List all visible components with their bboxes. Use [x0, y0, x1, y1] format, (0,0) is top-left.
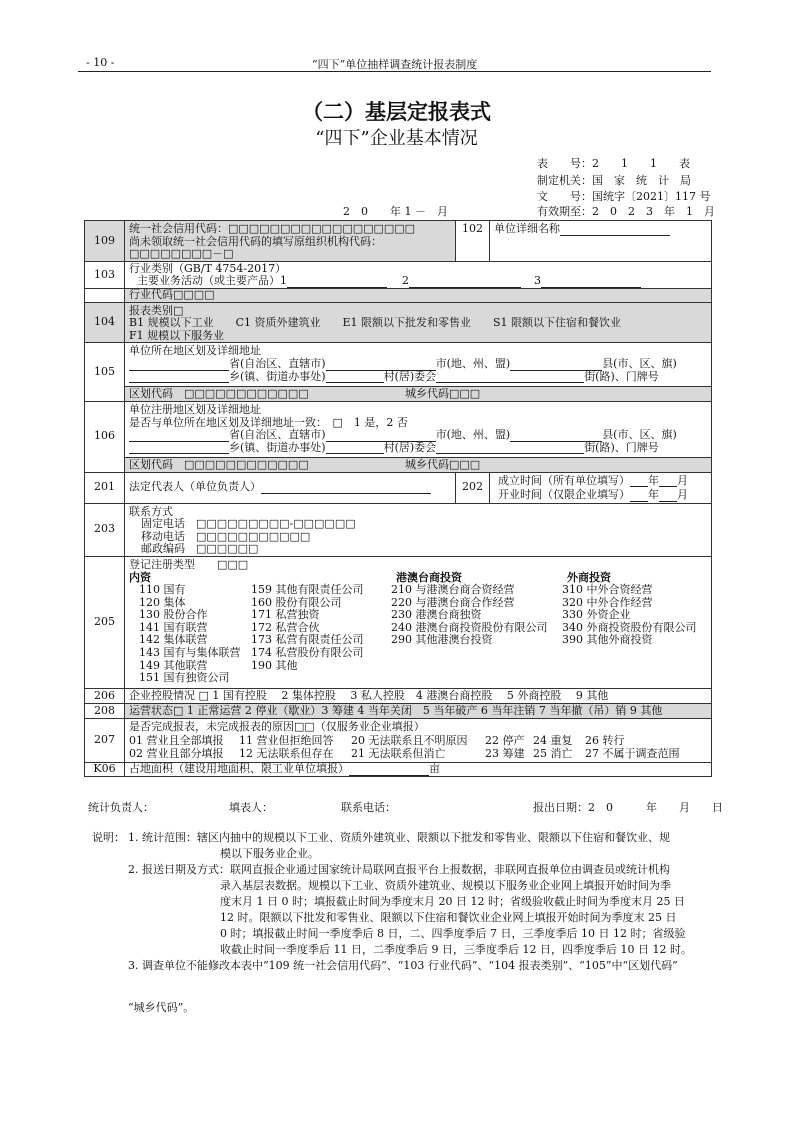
valid-until: 有效期至：2 0 2 3 年 1 月	[537, 205, 715, 218]
domestic-list-2: 159 其他有限责任公司 160 股份有限公司 171 私营独资 172 私营合伙 173 私营有限责任公司 174 私营股份有限公司 190 其他	[251, 583, 364, 672]
table-number: 表 号：2 1 1 表	[537, 157, 690, 170]
registration-type-label: 登记注册类型 □□□	[129, 557, 249, 571]
report-category-label: 报表类别□	[129, 303, 184, 317]
domestic-heading: 内资	[129, 570, 151, 584]
domestic-list-1: 110 国有 120 集体 130 股份合作 141 国有联营 142 集体联营 143 国有与集体联营 149 其他联营 151 国有独资公司	[139, 583, 241, 685]
land-area-cell[interactable]	[125, 762, 712, 776]
document-number: 文 号：国统字〔2021〕117 号	[537, 190, 711, 203]
org-code-label: 尚未领取统一社会信用代码的填写原组织机构代码：	[129, 234, 382, 248]
row-code-202: 202	[456, 472, 490, 503]
completion-status-cell[interactable]: 是否完成报表，未完成报表的原因□□（仅服务业企业填报） 01 营业且全部填报 11 营业但拒绝回答 20 无法联系且不明原因 22 停产 24 重复 26 转行 02 营业且部分填报 12 无法联系但存在 21 无法联系但消亡 23 筹建 25 消亡 27 不属于调查范围	[125, 718, 712, 762]
preparer-label: 填表人：	[229, 801, 273, 814]
form-meta	[537, 156, 711, 206]
issuing-org: 制定机关：国 家 统 计 局	[537, 173, 691, 187]
row-code-205: 205	[85, 556, 125, 688]
address-same-question[interactable]: 是否与单位所在地区划及详细地址一致： □ 1 是，2 否	[129, 415, 408, 429]
registered-address-label: 单位注册地区划及详细地址	[129, 402, 261, 416]
loc-village-label: 村(居)委会	[383, 369, 437, 383]
registered-address-cell	[125, 401, 712, 457]
reg-street-input[interactable]	[436, 442, 584, 454]
dates-cell: 成立时间（所有单位填写） 年 月 开业时间（仅限企业填写） 年 月	[490, 472, 712, 503]
row-code-207: 207	[85, 718, 125, 762]
operating-status-field[interactable]: 运营状态□ 1 正常运营 2 停业（歇业）3 筹建 4 当年关闭 5 当年破产 6 当年注销 7 当年撤（吊）销 9 其他	[125, 703, 712, 718]
row-code-102: 102	[456, 221, 490, 262]
founding-date-label: 成立时间（所有单位填写）	[498, 473, 630, 487]
report-category-options: B1 规模以下工业 C1 资质外建筑业 E1 限额以下批发和零售业 S1 限额以下住宿和餐饮业	[129, 316, 622, 330]
foreign-list: 310 中外合资经营 320 中外合作经营 330 外资企业 340 外商投资股份有限公司 390 其他外商投资	[562, 583, 697, 647]
opening-year-input[interactable]	[630, 490, 648, 502]
main-activity-label-2: 2	[402, 274, 409, 288]
note-2e: 0 时；填报截止时间一季度季后 8 日，二、四季度季后 7 日，三季度季后 10 日 12 时；省级验	[220, 927, 686, 940]
main-activity-input-2[interactable]	[409, 276, 521, 288]
opening-month-input[interactable]	[659, 490, 677, 502]
note-3b: “城乡代码”。	[128, 1001, 195, 1014]
report-date-label: 报出日期：2 0 年 月 日	[533, 801, 723, 814]
land-area-unit: 亩	[429, 762, 440, 776]
unit-name-input[interactable]	[560, 224, 670, 236]
row-code-104: 104	[85, 302, 125, 343]
main-activity-input-3[interactable]	[541, 276, 641, 288]
row-code-105: 105	[85, 343, 125, 402]
reg-street-label: 街(路)、门牌号	[584, 440, 659, 454]
landline-field[interactable]: 固定电话 □□□□□□□□□-□□□□□□	[141, 517, 356, 531]
opening-date-label: 开业时间（仅限企业填写）	[498, 488, 630, 502]
note-2a: 2. 报送日期及方式：联网直报企业通过国家统计局联网直报平台上报数据，非联网直报单位由调查员或统计机构	[128, 863, 670, 876]
reg-codes-cell[interactable]	[125, 457, 712, 472]
mobile-field[interactable]: 移动电话 □□□□□□□□□□□	[141, 529, 311, 543]
main-activity-input-1[interactable]	[287, 276, 387, 288]
land-area-input[interactable]	[349, 764, 429, 776]
form-title: “四下”企业基本情况	[315, 128, 478, 149]
row-code-201: 201	[85, 472, 125, 503]
row-code-109: 109	[85, 221, 125, 262]
loc-village-input[interactable]	[326, 371, 384, 383]
registration-type-cell[interactable]	[125, 556, 712, 688]
industry-code-field[interactable]: 行业代码□□□□	[125, 288, 712, 302]
loc-street-input[interactable]	[436, 371, 584, 383]
row-code-k06: K06	[85, 762, 125, 776]
reg-town-label: 乡(镇、街道办事处)	[229, 440, 326, 454]
page-title: （二）基层定报表式	[302, 100, 491, 124]
reg-division-code: 区划代码 □□□□□□□□□□□□	[129, 457, 309, 471]
row-code-103: 103	[85, 261, 125, 288]
loc-codes-cell[interactable]	[125, 387, 712, 402]
note-1a: 1. 统计范围：辖区内抽中的规模以下工业、资质外建筑业、限额以下批发和零售业、限额以下住宿和餐饮业、规	[128, 831, 670, 844]
document-title: “四下”单位抽样调查统计报表制度	[312, 58, 478, 71]
founding-month-input[interactable]	[659, 475, 677, 487]
industry-cell	[125, 261, 712, 288]
org-code-field: □□□□□□□□－□	[129, 247, 234, 261]
hk-macao-taiwan-list: 210 与港澳台商合资经营 220 与港澳台商合作经营 230 港澳台商独资 240 港澳台商投资股份有限公司 290 其他港澳台投资	[391, 583, 548, 647]
note-2b: 录入基层表数据。规模以下工业、资质外建筑业、规模以下服务业企业网上填报开始时间为季	[220, 879, 671, 892]
location-address-label: 单位所在地区划及详细地址	[129, 344, 261, 358]
note-2c: 度末月 1 日 0 时；填报截止时间为季度末月 20 日 12 时；省级验收截止时间为季度末月 25 日	[220, 895, 685, 908]
reg-city-label: 市(地、州、盟)	[435, 428, 511, 442]
completion-status-label: 是否完成报表，未完成报表的原因□□（仅服务业企业填报）	[129, 719, 425, 733]
note-3a: 3. 调查单位不能修改本表中“109 统一社会信用代码”、“103 行业代码”、“104 报表类别”、“105”中“区划代码”	[128, 959, 678, 972]
row-code-206: 206	[85, 688, 125, 703]
reg-village-input[interactable]	[326, 442, 384, 454]
credit-code-cell[interactable]	[125, 221, 456, 262]
enterprise-info-form	[84, 220, 712, 777]
postcode-field[interactable]: 邮政编码 □□□□□□	[141, 542, 259, 556]
loc-town-label: 乡(镇、街道办事处)	[229, 369, 326, 383]
industry-label: 行业类别（GB/T 4754-2017）	[129, 261, 287, 275]
row-code-106: 106	[85, 401, 125, 472]
unit-name-cell[interactable]	[490, 221, 712, 262]
reg-province-label: 省(自治区、直辖市)	[229, 428, 326, 442]
legal-rep-cell[interactable]	[125, 472, 456, 503]
legal-rep-label: 法定代表人（单位负责人）	[129, 480, 261, 494]
contact-label: 联系方式	[129, 504, 173, 518]
loc-province-input[interactable]	[129, 359, 229, 371]
contact-cell	[125, 503, 712, 556]
report-period: 2 0 年 1 － 月	[343, 205, 448, 218]
founding-year-input[interactable]	[630, 475, 648, 487]
land-area-label: 占地面积（建设用地面积、限工业单位填报）	[129, 762, 349, 776]
row-code-208: 208	[85, 703, 125, 718]
reg-province-input[interactable]	[129, 430, 229, 442]
loc-county-label: 县(市、区、旗)	[602, 356, 677, 370]
loc-province-label: 省(自治区、直辖市)	[229, 356, 326, 370]
note-2d: 12 时。限额以下批发和零售业、限额以下住宿和餐饮业企业网上填报开始时间为季度末 25 日	[220, 911, 677, 924]
location-address-cell	[125, 343, 712, 387]
reg-village-label: 村(居)委会	[383, 440, 437, 454]
credit-code-field: 统一社会信用代码：□□□□□□□□□□□□□□□□□□	[129, 222, 416, 235]
notes-label: 说明：	[92, 831, 125, 844]
reg-urban-rural-code: 城乡代码□□□	[405, 457, 481, 471]
holding-status-field[interactable]: 企业控股情况 □ 1 国有控股 2 集体控股 3 私人控股 4 港澳台商控股 5 外商控股 9 其他	[125, 688, 712, 703]
foreign-heading: 外商投资	[567, 570, 611, 584]
hk-macao-taiwan-heading: 港澳台商投资	[396, 570, 462, 584]
main-activity-label-3: 3	[534, 274, 541, 288]
loc-division-code: 区划代码 □□□□□□□□□□□□	[129, 387, 309, 401]
main-activity-label-1: 主要业务活动（或主要产品）1	[137, 274, 287, 288]
note-2f: 收截止时间一季度季后 11 日，二季度季后 9 日，三季度季后 12 日，四季度季后 10 日 12 时。	[220, 943, 692, 956]
loc-city-label: 市(地、州、盟)	[435, 356, 511, 370]
legal-rep-input[interactable]	[261, 482, 431, 494]
header-rule	[78, 71, 711, 72]
loc-street-label: 街(路)、门牌号	[584, 369, 659, 383]
reg-county-label: 县(市、区、旗)	[602, 428, 677, 442]
row-code-203: 203	[85, 503, 125, 556]
page-number: - 10 -	[86, 56, 115, 69]
unit-name-label: 单位详细名称	[494, 222, 560, 235]
stat-manager-label: 统计负责人：	[88, 801, 154, 814]
report-category-cell[interactable]	[125, 302, 712, 343]
reg-town-input[interactable]	[129, 442, 229, 454]
loc-urban-rural-code: 城乡代码□□□	[405, 387, 481, 401]
loc-town-input[interactable]	[129, 371, 229, 383]
phone-label: 联系电话：	[341, 801, 396, 814]
note-1b: 模以下服务业企业。	[220, 847, 319, 860]
report-category-option-f1: F1 规模以下服务业	[129, 328, 225, 342]
